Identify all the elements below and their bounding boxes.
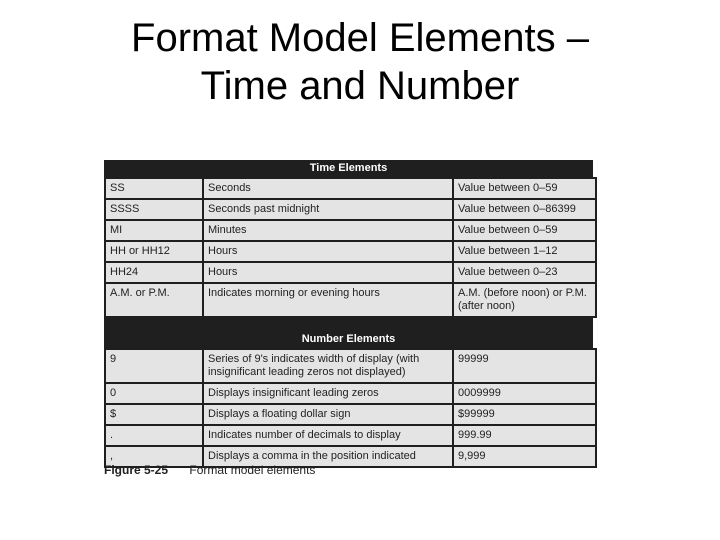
description-cell: Series of 9's indicates width of display (with insignificant leading zeros not displayed) (203, 349, 453, 383)
description-cell: Displays insignificant leading zeros (203, 383, 453, 404)
element-cell: MI (105, 220, 203, 241)
number-elements-table (104, 348, 597, 468)
result-cell: $99999 (453, 404, 596, 425)
description-cell: Seconds past midnight (203, 199, 453, 220)
time-element-row (105, 199, 596, 220)
result-cell: 99999 (453, 349, 596, 383)
figure-number: Figure 5-25 (104, 463, 169, 477)
element-cell: 0 (105, 383, 203, 404)
slide-title (0, 14, 720, 110)
result-cell: 0009999 (453, 383, 596, 404)
element-cell: A.M. or P.M. (105, 283, 203, 317)
result-cell: 9,999 (453, 446, 596, 467)
element-cell: HH24 (105, 262, 203, 283)
result-cell: Value between 0–59 (453, 178, 596, 199)
result-cell: Value between 1–12 (453, 241, 596, 262)
figure-caption (104, 463, 315, 477)
element-cell: HH or HH12 (105, 241, 203, 262)
time-element-row (105, 283, 596, 317)
title-line-2: Time and Number (200, 64, 520, 108)
description-cell: Indicates number of decimals to display (203, 425, 453, 446)
number-element-row (105, 383, 596, 404)
time-element-row (105, 178, 596, 199)
description-cell: Displays a comma in the position indicated (203, 446, 453, 467)
format-elements-figure (104, 160, 593, 468)
element-cell: , (105, 446, 203, 467)
element-cell: $ (105, 404, 203, 425)
element-cell: SSSS (105, 199, 203, 220)
result-cell: Value between 0–23 (453, 262, 596, 283)
number-element-row (105, 425, 596, 446)
result-cell: A.M. (before noon) or P.M. (after noon) (453, 283, 596, 317)
description-cell: Indicates morning or evening hours (203, 283, 453, 317)
element-cell: . (105, 425, 203, 446)
result-cell: 999.99 (453, 425, 596, 446)
title-line-1: Format Model Elements – (131, 16, 589, 60)
result-cell: Value between 0–86399 (453, 199, 596, 220)
time-element-row (105, 220, 596, 241)
description-cell: Minutes (203, 220, 453, 241)
number-elements-header: Number Elements (104, 331, 593, 348)
time-element-row (105, 241, 596, 262)
description-cell: Hours (203, 262, 453, 283)
time-elements-header: Time Elements (104, 160, 593, 177)
description-cell: Hours (203, 241, 453, 262)
number-element-row (105, 404, 596, 425)
description-cell: Seconds (203, 178, 453, 199)
time-element-row (105, 262, 596, 283)
result-cell: Value between 0–59 (453, 220, 596, 241)
element-cell: SS (105, 178, 203, 199)
element-cell: 9 (105, 349, 203, 383)
time-elements-table (104, 177, 597, 318)
figure-caption-text: Format model elements (189, 463, 316, 477)
description-cell: Displays a floating dollar sign (203, 404, 453, 425)
section-divider (104, 318, 593, 331)
number-element-row (105, 349, 596, 383)
